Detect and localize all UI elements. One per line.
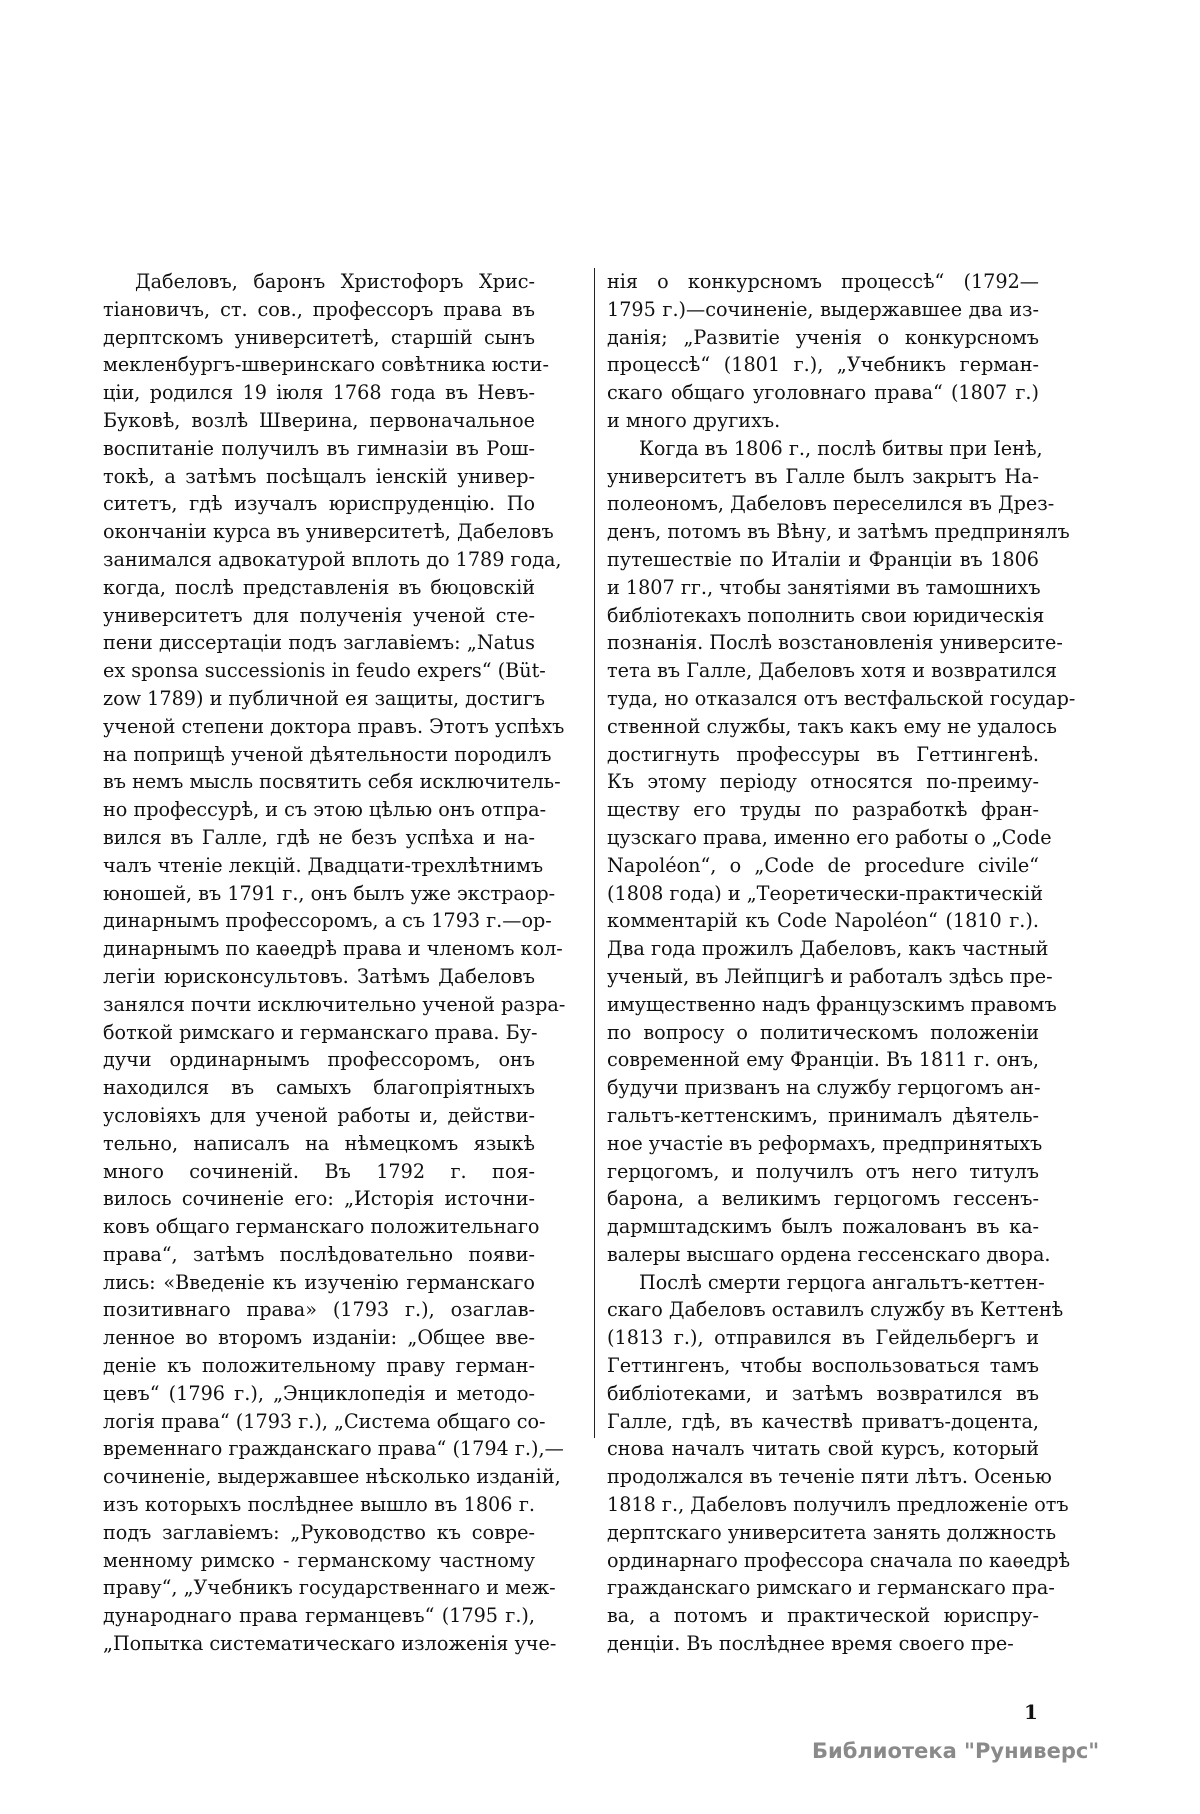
left-column-line: чалъ чтеніе лекцій. Двадцати-трехлѣтнимъ (103, 853, 544, 877)
left-column-line: въ немъ мысль посвятить себя исключитель- (103, 770, 561, 794)
left-column-line: занялся почти исключительно ученой разра- (103, 992, 566, 1016)
right-column-line: скаго Дабеловъ оставилъ службу въ Кеттенѣ (607, 1298, 1064, 1322)
left-column-line: праву“, „Учебникъ государственнаго и меж- (103, 1576, 556, 1600)
right-column-line: современной ему Франціи. Въ 1811 г. онъ, (607, 1048, 1039, 1072)
right-column-line: ственной службы, такъ какъ ему не удалось (607, 714, 1057, 738)
right-column-line: продолжался въ теченіе пяти лѣтъ. Осенью (607, 1465, 1052, 1489)
left-column-line: ленное во второмъ изданіи: „Общее вве- (103, 1326, 535, 1350)
left-column-line: ситетъ, гдѣ изучалъ юриспруденцію. По (103, 492, 535, 516)
right-column-line: познанія. Послѣ возстановленія университе- (607, 631, 1063, 655)
right-column-line: Геттингенъ, чтобы воспользоваться тамъ (607, 1354, 1039, 1378)
left-column-line: условіяхъ для ученой работы и, действи- (103, 1103, 535, 1127)
right-column-line: путешествіе по Италіи и Франціи въ 1806 (607, 547, 1039, 571)
left-column-line: менному римско - германскому частному (103, 1548, 535, 1572)
right-column-line: денціи. Въ послѣднее время своего пре- (607, 1632, 1014, 1656)
right-column-line: Napoléon“, о „Code de procedure civile“ (607, 853, 1039, 877)
left-column-line: ціи, родился 19 іюля 1768 года въ Невъ- (103, 381, 535, 405)
left-column-line-text: тіановичъ, ст. сов., профессоръ права въ (103, 297, 535, 321)
left-column-line: цевъ“ (1796 г.), „Энциклопедія и методо- (103, 1381, 535, 1405)
left-column-line: дународнаго права германцевъ“ (1795 г.), (103, 1604, 535, 1628)
right-column-line: данія; „Развитіе ученія о конкурсномъ (607, 325, 1039, 349)
right-column-line: скаго общаго уголовнаго права“ (1807 г.) (607, 381, 1039, 405)
left-column-line: подъ заглавіемъ: „Руководство къ совре- (103, 1520, 535, 1544)
left-column-line: много сочиненій. Въ 1792 г. поя- (103, 1159, 535, 1183)
left-column-line: но профессурѣ, и съ этою цѣлью онъ отпра- (103, 798, 547, 822)
right-column-line: герцогомъ, и получилъ отъ него титулъ (607, 1159, 1039, 1183)
left-column-line: находился въ самыхъ благопріятныхъ (103, 1076, 535, 1100)
left-column-line: токѣ, а затѣмъ посѣщалъ іенскій универ- (103, 464, 535, 488)
left-column-line: лись: «Введеніе къ изученію германскаго (103, 1270, 535, 1294)
right-column-line: Галле, гдѣ, въ качествѣ приватъ-доцента, (607, 1409, 1039, 1433)
left-column-line: права“, затѣмъ послѣдовательно появи- (103, 1242, 535, 1266)
right-column-line: ществу его труды по разработкѣ фран- (607, 798, 1039, 822)
library-watermark: Библиотека "Руниверс" (812, 1739, 1100, 1763)
left-column-line: когда, послѣ представленія въ бюцовскій (103, 575, 535, 599)
right-column-line: гражданскаго римскаго и германскаго пра- (607, 1576, 1055, 1600)
right-column-line: будучи призванъ на службу герцогомъ ан- (607, 1076, 1041, 1100)
left-column-line: „Попытка систематическаго изложенія уче- (103, 1632, 557, 1656)
right-column-line: дерптскаго университета занять должность (607, 1520, 1057, 1544)
right-column-line: дармштадскимъ былъ пожалованъ въ ка- (607, 1215, 1039, 1239)
right-column-line: денъ, потомъ въ Вѣну, и затѣмъ предпринялъ (607, 520, 1070, 544)
right-column-line: полеономъ, Дабеловъ переселился въ Дрез- (607, 492, 1055, 516)
right-column-line: комментарій къ Code Napoléon“ (1810 г.). (607, 909, 1039, 933)
left-column-line: вился въ Галле, гдѣ не безъ успѣха и на- (103, 825, 535, 849)
left-column-line: ученой степени доктора правъ. Этотъ успѣхъ (103, 714, 565, 738)
right-column-line: и 1807 гг., чтобы занятіями въ тамошнихъ (607, 575, 1041, 599)
left-column-line (103, 296, 535, 324)
left-column (103, 268, 566, 1658)
right-column-line: нія о конкурсномъ процессѣ“ (1792— (607, 270, 1039, 293)
left-column-line: Буковѣ, возлѣ Шверина, первоначальное (103, 408, 535, 432)
left-column-line: динарнымъ профессоромъ, а съ 1793 г.—ор- (103, 909, 552, 933)
left-column-line: изъ которыхъ послѣднее вышло въ 1806 г. (103, 1493, 535, 1517)
left-column-line: дерптскомъ университетѣ, старшій сынъ (103, 325, 535, 349)
left-column-line: окончаніи курса въ университетѣ, Дабеловъ (103, 520, 554, 544)
right-column-line: 1818 г., Дабеловъ получилъ предложеніе отъ (607, 1493, 1069, 1517)
left-column-line: динарнымъ по каѳедрѣ права и членомъ кол- (103, 937, 563, 961)
right-column-line: библіотеками, и затѣмъ возвратился въ (607, 1381, 1039, 1405)
right-column-line: имущественно надъ французскимъ правомъ (607, 992, 1057, 1016)
right-column-line: 1795 г.)—сочиненіе, выдержавшее два из- (607, 297, 1039, 321)
right-column (607, 268, 1076, 1658)
right-column-line: (1808 года) и „Теоретически-практическій (607, 881, 1044, 905)
right-column-line: Два года прожилъ Дабеловъ, какъ частный (607, 937, 1049, 961)
left-column-line: деніе къ положительному праву герман- (103, 1354, 535, 1378)
left-column-line: занимался адвокатурой вплоть до 1789 года, (103, 547, 562, 571)
left-column-line: дучи ординарнымъ профессоромъ, онъ (103, 1048, 535, 1072)
left-column-line: воспитаніе получилъ въ гимназіи въ Рош- (103, 436, 535, 460)
left-column-line: университетъ для полученія ученой сте- (103, 603, 535, 627)
right-column-line: валеры высшаго ордена гессенскаго двора. (607, 1242, 1051, 1266)
left-column-line: ковъ общаго германскаго положительнаго (103, 1215, 540, 1239)
right-column-line: ное участіе въ реформахъ, предпринятыхъ (607, 1131, 1043, 1155)
right-column-line: Къ этому періоду относятся по-преиму- (607, 770, 1039, 794)
left-column-line: юношей, въ 1791 г., онъ былъ уже экстраор- (103, 881, 556, 905)
left-column-line: легіи юрисконсультовъ. Затѣмъ Дабеловъ (103, 964, 535, 988)
left-column-line: временнаго гражданскаго права“ (1794 г.),— (103, 1437, 564, 1461)
right-column-line: Когда въ 1806 г., послѣ битвы при Іенѣ, (639, 436, 1043, 460)
left-column-line: пени диссертаціи подъ заглавіемъ: „Natus (103, 631, 535, 655)
right-column-line: ва, а потомъ и практической юриспру- (607, 1604, 1039, 1628)
left-column-line: сочиненіе, выдержавшее нѣсколько изданій, (103, 1465, 561, 1489)
left-column-line: логія права“ (1793 г.), „Система общаго со- (103, 1409, 546, 1433)
left-column-line: zow 1789) и публичной ея защиты, достигъ (103, 686, 545, 710)
right-column-line: по вопросу о политическомъ положеніи (607, 1020, 1039, 1044)
left-column-line: вилось сочиненіе его: „Исторія источни- (103, 1187, 535, 1211)
left-column-line: мекленбургъ-шверинскаго совѣтника юсти- (103, 353, 549, 377)
right-column-line: цузскаго права, именно его работы о „Code (607, 825, 1052, 849)
column-divider (594, 268, 595, 1438)
right-column-line: гальтъ-кеттенскимъ, принималъ дѣятель- (607, 1103, 1039, 1127)
left-column-line: ex sponsa successionis in feudo expers“ (Büt- (103, 659, 546, 683)
right-column-line: библіотекахъ пополнить свои юридическія (607, 603, 1045, 627)
right-column-line: снова началъ читать свой курсъ, который (607, 1437, 1039, 1461)
right-column-line: барона, а великимъ герцогомъ гессенъ- (607, 1187, 1039, 1211)
right-column-line: ученый, въ Лейпцигѣ и работалъ здѣсь пре- (607, 964, 1053, 988)
left-column-line: на поприщѣ ученой дѣятельности породилъ (103, 742, 552, 766)
right-column-line: достигнуть профессуры въ Геттингенѣ. (607, 742, 1039, 766)
left-column-line-text: Дабеловъ, баронъ Христофоръ Хрис- (135, 270, 535, 293)
left-column-line (103, 268, 535, 296)
right-column-line: (1813 г.), отправился въ Гейдельбергъ и (607, 1326, 1039, 1350)
right-column-line: тета въ Галле, Дабеловъ хотя и возвратился (607, 659, 1057, 683)
left-column-line: боткой римскаго и германскаго права. Бу- (103, 1020, 538, 1044)
right-column-line: и много другихъ. (607, 408, 781, 432)
left-column-line: тельно, написалъ на нѣмецкомъ языкѣ (103, 1131, 535, 1155)
left-column-line: позитивнаго права» (1793 г.), озаглав- (103, 1298, 535, 1322)
right-column-line: Послѣ смерти герцога ангальтъ-кеттен- (639, 1270, 1045, 1294)
right-column-line: ординарнаго профессора сначала по каѳедрѣ (607, 1548, 1071, 1572)
right-column-line: туда, но отказался отъ вестфальской государ- (607, 686, 1076, 710)
right-column-line: процессѣ“ (1801 г.), „Учебникъ герман- (607, 353, 1039, 377)
page-number: 1 (1024, 1700, 1038, 1724)
right-column-line: университетъ въ Галле былъ закрытъ На- (607, 464, 1039, 488)
